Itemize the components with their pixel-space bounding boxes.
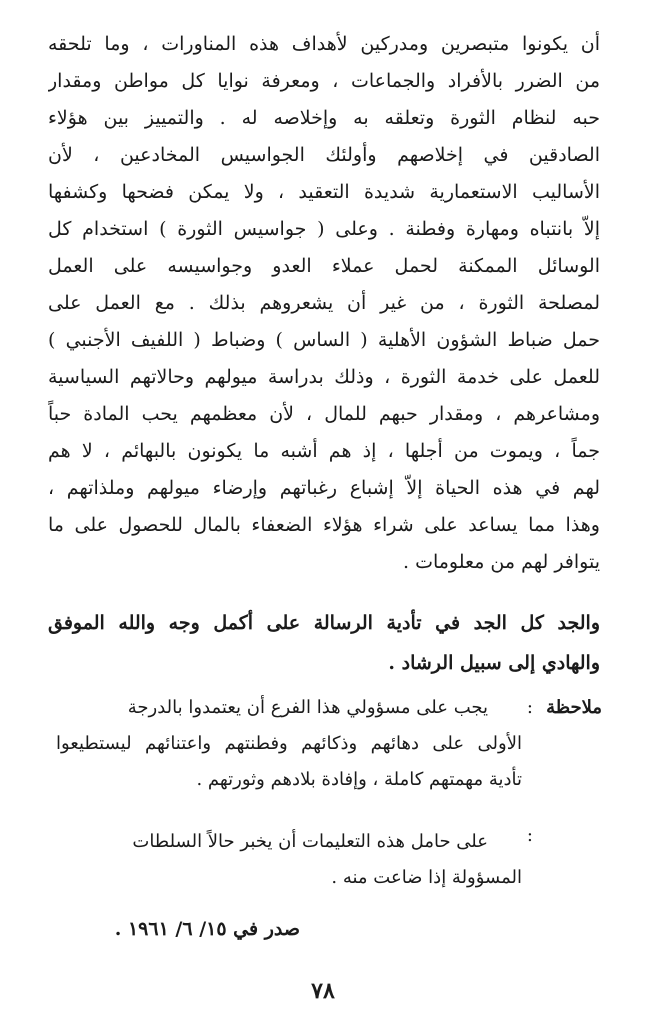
second-note-line: على حامل هذه التعليمات أن يخبر حالاً السلطات (132, 831, 488, 852)
note-line: يجب على مسؤولي هذا الفرع أن يعتمدوا بالدرجة (127, 697, 488, 718)
body-line: الصادقين في إخلاصهم وأولئك الجواسيس المخادعين ، لأن (48, 144, 600, 166)
note-label: ملاحظة (546, 697, 602, 718)
body-line: الأساليب الاستعمارية شديدة التعقيد ، ولا يمكن فضحها وكشفها (48, 181, 600, 203)
page-number: ٧٨ (311, 978, 335, 1004)
body-line: للعمل على خدمة الثورة ، وذلك بدراسة ميولهم وحالاتهم السياسية (48, 366, 600, 388)
body-line: جماً ، ويموت من أجلها ، إذ هم أشبه ما يكونون بالبهائم ، لا هم (48, 440, 600, 462)
body-line: أن يكونوا متبصرين ومدركين لأهداف هذه المناورات ، وما تلحقه (48, 33, 600, 55)
body-line: الوسائل الممكنة لحمل عملاء العدو وجواسيسه على العمل (48, 255, 600, 277)
body-line: لمصلحة الثورة ، من غير أن يشعروهم بذلك . مع العمل على (48, 292, 600, 314)
body-line: يتوافر لهم من معلومات . (402, 551, 600, 573)
note-colon: : (526, 697, 533, 718)
second-note-colon: : (526, 825, 533, 846)
note-line: تأدية مهمتهم كاملة ، وإفادة بلادهم وثورتهم . (196, 769, 522, 790)
closing-line: والجد كل الجد في تأدية الرسالة على أكمل وجه والله الموفق (48, 612, 600, 634)
body-line: من الضرر بالأفراد والجماعات ، ومعرفة نوايا كل مواطن ومقدار (48, 70, 600, 92)
body-line: وهذا مما يساعد على شراء هؤلاء الضعفاء بالمال للحصول على ما (48, 514, 600, 536)
second-note-line: المسؤولة إذا ضاعت منه . (331, 867, 522, 888)
body-line: لهم في هذه الحياة إلاّ إشباع رغباتهم وإرضاء ميولهم وملذاتهم ، (48, 477, 600, 499)
closing-line: والهادي إلى سبيل الرشاد . (388, 652, 600, 674)
body-line: حبه لنظام الثورة وتعلقه به وإخلاصه له . والتمييز بين هؤلاء (48, 107, 600, 129)
body-line: ومشاعرهم ، ومقدار حبهم للمال ، لأن معظمهم يحب المادة حباً (48, 403, 600, 425)
body-line: إلاّ بانتباه ومهارة وفطنة . وعلى ( جواسيس الثورة ) استخدام كل (48, 218, 600, 240)
note-line: الأولى على دهائهم وذكائهم وفطنتهم واعتنائهم ليستطيعوا (56, 733, 522, 754)
body-line: حمل ضباط الشؤون الأهلية ( الساس ) وضباط ( اللفيف الأجنبي ) (48, 329, 600, 351)
issue-date: صدر في ١٥/ ٦/ ١٩٦١ . (114, 918, 300, 940)
